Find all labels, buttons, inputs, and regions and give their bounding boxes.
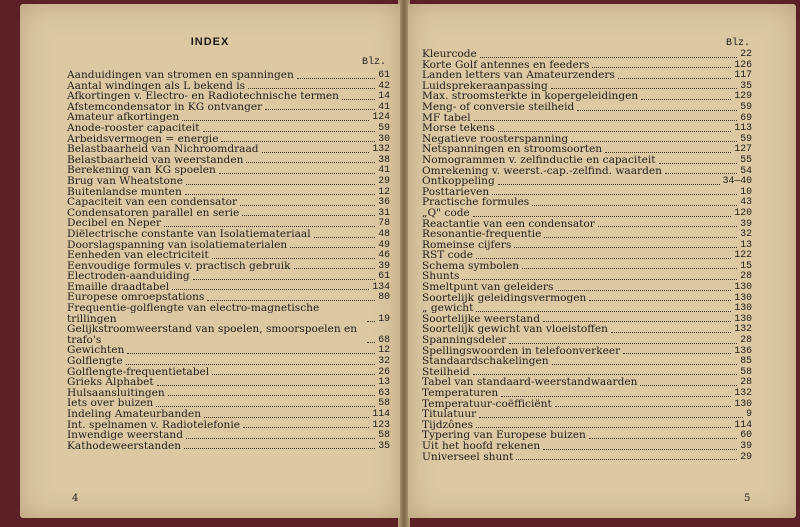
index-entry xyxy=(422,261,752,272)
entry-title: Landen letters van Amateurzenders xyxy=(422,69,615,82)
index-list-right xyxy=(422,49,752,462)
dot-leader xyxy=(204,417,369,418)
dot-leader xyxy=(544,237,737,238)
index-entry xyxy=(422,388,752,399)
entry-title: Anode-rooster capaciteit xyxy=(67,121,200,134)
dot-leader xyxy=(641,99,731,100)
entry-page-number: 55 xyxy=(740,153,752,165)
entry-page-number: 31 xyxy=(378,206,390,218)
entry-title: Decibel en Neper xyxy=(67,217,162,230)
entry-title: Condensatoren parallel en serie xyxy=(67,206,240,219)
entry-title: Typering van Europese buizen xyxy=(422,429,586,442)
entry-title: Spellingswoorden in telefoonverkeer xyxy=(422,344,621,357)
entry-page-number: 130 xyxy=(734,312,752,324)
index-entry xyxy=(67,123,390,134)
dot-leader xyxy=(172,289,369,290)
entry-title: Afkortingen v. Electro- en Radiotechnische termen xyxy=(67,90,339,103)
entry-title: Arbeidsvermogen = energie xyxy=(67,132,219,145)
dot-leader xyxy=(240,205,375,206)
entry-page-number: 41 xyxy=(378,100,390,112)
dot-leader xyxy=(498,184,720,185)
entry-title: Standaardschakelingen xyxy=(422,355,549,368)
dot-leader xyxy=(262,152,370,153)
entry-page-number: 36 xyxy=(378,196,390,208)
entry-page-number: 69 xyxy=(740,111,752,123)
entry-title: Kleurcode xyxy=(422,48,477,60)
dot-leader xyxy=(290,247,375,248)
page-column-header: Blz. xyxy=(726,38,751,49)
entry-title: Kathodeweerstanden xyxy=(67,439,182,452)
dot-leader xyxy=(509,343,737,344)
entry-title: Reactantie van een condensator xyxy=(422,217,595,230)
dot-leader xyxy=(297,78,375,79)
entry-title: Titulatuur xyxy=(422,408,477,421)
entry-title: Ontkoppeling xyxy=(422,175,495,188)
entry-title: Aanduidingen van stromen en spanningen xyxy=(67,69,294,81)
dot-leader xyxy=(640,385,737,386)
entry-title: Grieks Alphabet xyxy=(67,376,154,389)
entry-page-number: 43 xyxy=(740,196,752,208)
entry-page-number: 32 xyxy=(740,228,752,240)
entry-page-number: 132 xyxy=(372,143,390,155)
entry-page-number: 38 xyxy=(378,153,390,165)
index-entry xyxy=(67,303,390,324)
dot-leader xyxy=(605,152,731,153)
entry-page-number: 130 xyxy=(734,302,752,314)
entry-title: Gewichten xyxy=(67,344,125,357)
entry-page-number: 35 xyxy=(740,79,752,91)
dot-leader xyxy=(476,258,731,259)
entry-page-number: 124 xyxy=(372,111,390,123)
entry-title: Indeling Amateurbanden xyxy=(67,408,202,420)
entry-page-number: 26 xyxy=(378,365,390,377)
dot-leader xyxy=(314,237,376,238)
entry-title: Inwendige weerstand xyxy=(67,429,184,442)
entry-title: Luidsprekeraanpassing xyxy=(422,79,548,92)
dot-leader xyxy=(623,353,731,354)
entry-title: Negatieve roosterspanning xyxy=(422,132,569,145)
entry-page-number: 10 xyxy=(740,185,752,197)
entry-page-number: 34—40 xyxy=(722,175,752,187)
dot-leader xyxy=(185,194,375,195)
entry-page-number: 12 xyxy=(378,185,390,197)
dot-leader xyxy=(246,162,375,163)
dot-leader xyxy=(186,438,375,439)
dot-leader xyxy=(248,88,375,89)
entry-title: Korte Golf antennes en feeders xyxy=(422,58,590,71)
dot-leader xyxy=(589,300,731,301)
entry-title: Uit het hoofd rekenen xyxy=(422,439,541,452)
entry-title: Capaciteit van een condensator xyxy=(67,196,238,209)
entry-title: Europese omroepstations xyxy=(67,291,205,304)
entry-page-number: 32 xyxy=(378,355,390,367)
entry-title: Meng- of conversie steilheid xyxy=(422,100,575,113)
entry-page-number: 127 xyxy=(734,143,752,155)
entry-title: Omrekening v. weerst.-cap.-zelfind. waarden xyxy=(422,164,662,177)
dot-leader xyxy=(556,290,731,291)
dot-leader xyxy=(182,120,369,121)
index-entry xyxy=(422,208,752,219)
dot-leader xyxy=(184,448,375,449)
entry-title: Temperatuur-coëfficiënt xyxy=(422,397,552,410)
entry-page-number: 126 xyxy=(734,58,752,70)
dot-leader xyxy=(498,131,732,132)
dot-leader xyxy=(480,57,737,58)
dot-leader xyxy=(462,279,737,280)
entry-page-number: 48 xyxy=(378,227,390,239)
entry-page-number: 22 xyxy=(740,48,752,59)
dot-leader xyxy=(476,311,731,312)
entry-page-number: 28 xyxy=(740,270,752,282)
dot-leader xyxy=(168,395,376,396)
dot-leader xyxy=(555,406,732,407)
entry-title: Romeinse cijfers xyxy=(422,238,512,251)
entry-page-number: 13 xyxy=(740,238,752,250)
entry-title: Netspanningen en stroomsoorten xyxy=(422,143,603,156)
dot-leader xyxy=(127,353,375,354)
entry-page-number: 85 xyxy=(740,355,752,367)
entry-title: Iets over buizen xyxy=(67,397,154,410)
entry-title: Posttarieven xyxy=(422,185,490,198)
index-entry xyxy=(67,176,390,187)
entry-title: Smeltpunt van geleiders xyxy=(422,281,554,294)
entry-title: RST code xyxy=(422,249,474,262)
right-page xyxy=(408,4,796,518)
dot-leader xyxy=(193,279,376,280)
page-number-left: 4 xyxy=(72,493,79,504)
dot-leader xyxy=(592,67,731,68)
entry-title: Electroden-aanduiding xyxy=(67,270,190,283)
entry-page-number: 113 xyxy=(734,122,752,134)
entry-page-number: 28 xyxy=(740,376,752,388)
entry-page-number: 59 xyxy=(378,121,390,133)
dot-leader xyxy=(157,385,376,386)
entry-title: Eenheden van electriciteit xyxy=(67,249,209,262)
dot-leader xyxy=(207,300,375,301)
entry-title: Spanningsdeler xyxy=(422,334,507,347)
dot-leader xyxy=(589,438,737,439)
entry-title: Tijdzônes xyxy=(422,418,474,431)
dot-leader xyxy=(552,364,738,365)
dot-leader xyxy=(543,321,731,322)
dot-leader xyxy=(522,268,737,269)
entry-page-number: 130 xyxy=(734,291,752,303)
dot-leader xyxy=(294,268,376,269)
entry-title: Golflengte xyxy=(67,355,123,368)
dot-leader xyxy=(473,216,732,217)
entry-page-number: 14 xyxy=(378,90,390,102)
entry-title: Emaille draadtabel xyxy=(67,280,170,293)
dot-leader xyxy=(659,163,738,164)
index-entry xyxy=(422,155,752,166)
entry-page-number: 117 xyxy=(734,69,752,81)
dot-leader xyxy=(618,78,731,79)
entry-page-number: 30 xyxy=(378,132,390,144)
dot-leader xyxy=(577,110,737,111)
dot-leader xyxy=(611,332,731,333)
index-entry xyxy=(67,441,390,452)
entry-page-number: 80 xyxy=(378,291,390,303)
entry-page-number: 19 xyxy=(378,312,390,324)
entry-title: Universeel shunt xyxy=(422,450,514,463)
entry-title: Amateur afkortingen xyxy=(67,111,180,124)
entry-page-number: 120 xyxy=(734,206,752,218)
dot-leader xyxy=(367,321,375,322)
entry-page-number: 130 xyxy=(734,397,752,409)
dot-leader xyxy=(516,459,737,460)
dot-leader xyxy=(265,109,375,110)
entry-title: Gelijkstroomweerstand van spoelen, smoorspoelen en trafo's xyxy=(67,323,358,346)
entry-title: Max. stroomsterkte in kopergeleidingen xyxy=(422,90,639,103)
dot-leader xyxy=(242,215,375,216)
entry-title: Hulsaansluitingen xyxy=(67,386,165,399)
dot-leader xyxy=(126,364,376,365)
entry-page-number: 39 xyxy=(740,439,752,451)
entry-page-number: 134 xyxy=(372,280,390,292)
entry-page-number: 132 xyxy=(734,387,752,398)
index-entry xyxy=(67,324,390,345)
entry-title: Aantal windingen als L bekend is xyxy=(67,79,246,92)
entry-page-number: 54 xyxy=(740,164,752,176)
entry-title: Tabel van standaard-weerstandwaarden xyxy=(422,376,638,389)
entry-page-number: 15 xyxy=(740,259,752,271)
entry-title: Brug van Wheatstone xyxy=(67,174,184,187)
entry-page-number: 61 xyxy=(378,270,390,282)
entry-title: Belastbaarheid van Nichroomdraad xyxy=(67,143,259,156)
dot-leader xyxy=(514,247,737,248)
entry-title: Int. spelnamen v. Radiotelefonie xyxy=(67,418,241,431)
entry-title: Nomogrammen v. zelfinductie en capaciteit xyxy=(422,153,656,166)
entry-title: Buitenlandse munten xyxy=(67,185,182,198)
left-page xyxy=(20,4,400,518)
entry-title: Temperaturen xyxy=(422,387,499,399)
entry-page-number: 35 xyxy=(378,439,390,451)
index-list-left xyxy=(67,70,390,451)
entry-page-number: 60 xyxy=(740,429,752,441)
index-title: INDEX xyxy=(190,36,230,48)
dot-leader xyxy=(367,342,375,343)
entry-page-number: 61 xyxy=(378,69,390,80)
entry-title: Resonantie-frequentie xyxy=(422,228,542,241)
dot-leader xyxy=(532,205,737,206)
index-entry xyxy=(422,49,752,60)
entry-page-number: 12 xyxy=(378,344,390,356)
dot-leader xyxy=(473,374,737,375)
entry-page-number: 46 xyxy=(378,249,390,261)
entry-title: Practische formules xyxy=(422,196,530,209)
entry-title: „Q" code xyxy=(422,206,470,219)
page-number-right: 5 xyxy=(744,493,751,504)
entry-page-number: 63 xyxy=(378,386,390,398)
entry-page-number: 114 xyxy=(734,418,752,430)
entry-title: Afstemcondensator in KG ontvanger xyxy=(67,100,263,113)
dot-leader xyxy=(571,141,737,142)
dot-leader xyxy=(164,226,375,227)
dot-leader xyxy=(243,427,369,428)
entry-page-number: 59 xyxy=(740,132,752,144)
dot-leader xyxy=(212,258,376,259)
dot-leader xyxy=(186,184,375,185)
entry-title: Soortelijke weerstand xyxy=(422,312,541,325)
entry-title: Soortelijk geleidingsvermogen xyxy=(422,291,587,304)
entry-page-number: 129 xyxy=(734,90,752,102)
page-column-header: Blz. xyxy=(362,57,387,68)
entry-page-number: 58 xyxy=(378,397,390,409)
entry-page-number: 122 xyxy=(734,249,752,261)
dot-leader xyxy=(212,374,375,375)
entry-title: Morse tekens xyxy=(422,122,495,135)
entry-page-number: 132 xyxy=(734,323,752,335)
entry-page-number: 78 xyxy=(378,217,390,229)
index-entry xyxy=(67,229,390,240)
entry-title: Eenvoudige formules v. practisch gebruik xyxy=(67,259,291,272)
entry-page-number: 114 xyxy=(372,408,390,419)
entry-title: MF tabel xyxy=(422,111,471,124)
entry-page-number: 42 xyxy=(378,79,390,91)
dot-leader xyxy=(156,406,375,407)
dot-leader xyxy=(479,417,743,418)
entry-title: Frequentie-golflengte van electro-magnetische trillingen xyxy=(67,302,320,325)
entry-page-number: 130 xyxy=(734,281,752,293)
dot-leader xyxy=(203,131,376,132)
entry-page-number: 41 xyxy=(378,164,390,176)
dot-leader xyxy=(501,396,731,397)
entry-title: Soortelijk gewicht van vloeistoffen xyxy=(422,323,608,336)
dot-leader xyxy=(476,427,731,428)
index-entry xyxy=(422,197,752,208)
entry-page-number: 28 xyxy=(740,334,752,346)
entry-page-number: 13 xyxy=(378,376,390,388)
dot-leader xyxy=(474,120,738,121)
dot-leader xyxy=(492,194,737,195)
entry-page-number: 136 xyxy=(734,344,752,356)
entry-page-number: 39 xyxy=(740,217,752,229)
dot-leader xyxy=(551,88,737,89)
entry-page-number: 59 xyxy=(740,100,752,112)
dot-leader xyxy=(598,226,737,227)
entry-title: Berekening van KG spoelen xyxy=(67,164,216,177)
index-entry xyxy=(422,452,752,463)
index-entry xyxy=(67,409,390,420)
dot-leader xyxy=(221,141,375,142)
index-entry xyxy=(422,356,752,367)
entry-page-number: 68 xyxy=(378,333,390,345)
entry-title: Shunts xyxy=(422,270,460,283)
entry-title: „ gewicht xyxy=(422,302,474,315)
index-entry xyxy=(422,102,752,113)
entry-page-number: 39 xyxy=(378,259,390,271)
entry-page-number: 29 xyxy=(378,174,390,186)
entry-page-number: 58 xyxy=(378,429,390,441)
entry-page-number: 29 xyxy=(740,450,752,462)
entry-title: Diëlectrische constante van Isolatiemateriaal xyxy=(67,227,311,240)
dot-leader xyxy=(543,449,737,450)
entry-page-number: 123 xyxy=(372,418,390,430)
entry-page-number: 49 xyxy=(378,238,390,250)
index-entry xyxy=(67,70,390,81)
entry-page-number: 58 xyxy=(740,365,752,377)
entry-page-number: 9 xyxy=(746,408,752,420)
dot-leader xyxy=(665,173,737,174)
entry-title: Doorslagspanning van isolatiematerialen xyxy=(67,238,288,251)
entry-title: Steilheid xyxy=(422,365,470,378)
dot-leader xyxy=(219,173,375,174)
entry-title: Schema symbolen xyxy=(422,259,520,272)
index-entry xyxy=(422,441,752,452)
entry-title: Golflengte-frequentietabel xyxy=(67,365,210,378)
dot-leader xyxy=(342,99,375,100)
entry-title: Belastbaarheid van weerstanden xyxy=(67,153,244,166)
